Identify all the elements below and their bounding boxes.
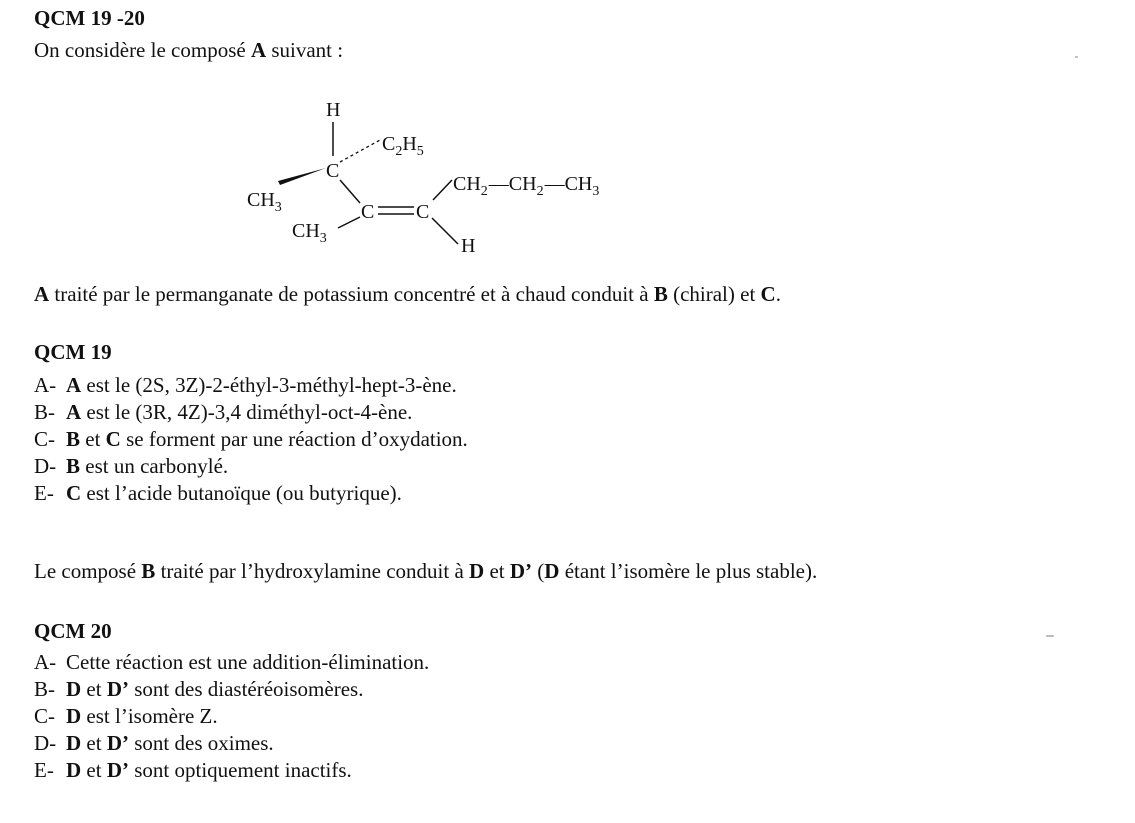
option-letter: A- xyxy=(34,650,57,674)
qcm20-option-c xyxy=(34,704,218,728)
option-text: sont des oximes. xyxy=(129,731,274,755)
label-alkene-c2: C xyxy=(416,201,430,223)
option-letter: D- xyxy=(34,454,57,478)
qcm19-option-c xyxy=(34,427,468,451)
label-alkene-c1: C xyxy=(361,201,375,223)
option-bold: D xyxy=(66,731,82,755)
bond-alkene-chain xyxy=(433,180,452,200)
qcm19-heading: QCM 19 xyxy=(34,340,112,364)
bond-c-c2h5-dashed xyxy=(340,140,380,162)
bond-ch3-alkene xyxy=(338,217,360,228)
reaction-2-text xyxy=(34,559,817,583)
qcm20-option-a xyxy=(34,650,429,674)
bond-c-ch3-wedge xyxy=(278,168,326,185)
qcm19-option-e xyxy=(34,481,402,505)
bond-c-alkene xyxy=(340,180,360,203)
reaction-2-part3: et xyxy=(484,559,510,583)
option-bold: A xyxy=(66,400,82,424)
intro-text xyxy=(34,38,343,62)
option-letter: B- xyxy=(34,400,55,424)
reaction-2-part1: Le composé xyxy=(34,559,142,583)
scan-speck xyxy=(1046,635,1054,637)
option-mid: et xyxy=(80,427,106,451)
reaction-2-part2: traité par l’hydroxylamine conduit à xyxy=(155,559,470,583)
option-bold: D xyxy=(66,758,82,782)
compound-a-structure xyxy=(230,88,690,268)
reaction-2-part4: ( xyxy=(532,559,545,583)
option-text: se forment par une réaction d’oxydation. xyxy=(120,427,468,451)
qcm20-option-d xyxy=(34,731,274,755)
option-bold-2: C xyxy=(105,427,121,451)
intro-before: On considère le composé xyxy=(34,38,251,62)
option-text: est le (2S, 3Z)-2-éthyl-3-méthyl-hept-3-ène. xyxy=(81,373,457,397)
qcm19-option-d xyxy=(34,454,228,478)
option-text: est un carbonylé. xyxy=(80,454,229,478)
option-text: est l’isomère Z. xyxy=(81,704,218,728)
qcm20-option-e xyxy=(34,758,352,782)
option-letter: B- xyxy=(34,677,55,701)
reaction-1-part3: . xyxy=(775,282,781,306)
compound-d: D xyxy=(544,559,560,583)
reaction-1-text xyxy=(34,282,781,306)
option-text: est le (3R, 4Z)-3,4 diméthyl-oct-4-ène. xyxy=(81,400,413,424)
option-bold: D xyxy=(66,677,82,701)
option-text: sont optiquement inactifs. xyxy=(129,758,352,782)
option-bold: A xyxy=(66,373,82,397)
compound-c: C xyxy=(760,282,776,306)
scan-speck xyxy=(1075,56,1078,58)
label-chain: $CH_2—CH_2—CH_3$ xyxy=(453,173,600,199)
option-letter: E- xyxy=(34,758,54,782)
option-bold: D xyxy=(66,704,82,728)
qcm19-option-a xyxy=(34,373,457,397)
label-h-bottom: H xyxy=(461,235,476,257)
reaction-2-part5: étant l’isomère le plus stable). xyxy=(559,559,818,583)
compound-b: B xyxy=(141,559,156,583)
option-mid: et xyxy=(81,677,107,701)
option-text: est l’acide butanoïque (ou butyrique). xyxy=(81,481,402,505)
label-ch3-lower: $CH_3$ xyxy=(292,220,327,246)
option-bold: B xyxy=(66,454,81,478)
label-ch3-left: $CH_3$ xyxy=(247,189,282,215)
option-letter: D- xyxy=(34,731,57,755)
qcm20-heading: QCM 20 xyxy=(34,619,112,643)
option-bold: C xyxy=(66,481,82,505)
intro-compound: A xyxy=(250,38,267,62)
option-letter: E- xyxy=(34,481,54,505)
option-mid: et xyxy=(81,731,107,755)
option-letter: C- xyxy=(34,704,55,728)
option-letter: A- xyxy=(34,373,57,397)
option-bold-2: D’ xyxy=(106,677,129,701)
qcm20-option-b xyxy=(34,677,363,701)
option-bold-2: D’ xyxy=(106,758,129,782)
option-mid: et xyxy=(81,758,107,782)
option-text: sont des diastéréoisomères. xyxy=(129,677,364,701)
intro-after: suivant : xyxy=(266,38,344,62)
label-c2h5: $C_2H_5$ xyxy=(382,133,424,159)
option-bold-2: D’ xyxy=(106,731,129,755)
bond-alkene-h xyxy=(432,218,458,244)
qcm19-option-b xyxy=(34,400,412,424)
reaction-1-part2: (chiral) et xyxy=(667,282,761,306)
option-letter: C- xyxy=(34,427,55,451)
label-h-top: H xyxy=(326,99,341,121)
reaction-1-part1: traité par le permanganate de potassium concentré et à chaud conduit à xyxy=(49,282,654,306)
compound-d: D xyxy=(469,559,485,583)
compound-a: A xyxy=(34,282,50,306)
option-bold: B xyxy=(66,427,81,451)
compound-d-prime: D’ xyxy=(509,559,533,583)
label-c-center: C xyxy=(326,160,340,182)
option-text: Cette réaction est une addition-élimination. xyxy=(66,650,430,674)
page-title: QCM 19 -20 xyxy=(34,6,145,30)
compound-b: B xyxy=(653,282,668,306)
